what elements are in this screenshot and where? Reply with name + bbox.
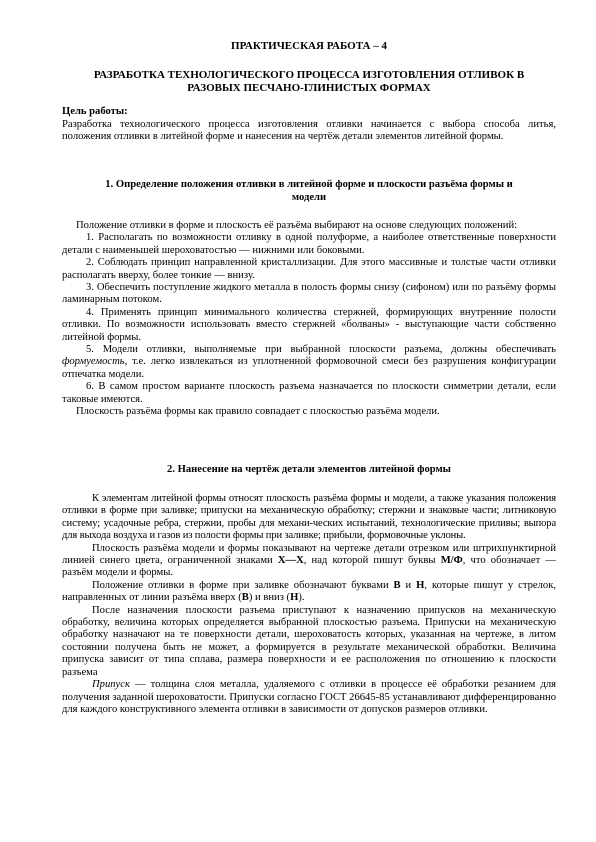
parting-letters: М/Ф xyxy=(440,555,463,567)
paragraph: Припуск — толщина слоя металла, удаляемого с отливки в процессе её обработки резанием для получения заданной шероховатости. Припуски согласно ГОСТ 26645-85 устанавливают дифференцированно для каждого конструктивного элемента отливки в зависимости от допусков размеров отливки. xyxy=(62,679,556,715)
section-1-body xyxy=(62,220,556,419)
item-5-term: формуемость xyxy=(62,356,125,368)
section-1-closing: Плоскость разъёма формы как правило совпадает с плоскостью разъёма модели. xyxy=(76,406,440,418)
list-item xyxy=(62,344,556,381)
section-2-title: 2. Нанесение на чертёж детали элементов литейной формы xyxy=(167,464,451,475)
list-item: 1. Располагать по возможности отливку в одной полуформе, а наиболее ответственные поверхности детали с наименьшей шероховатостью — нижними или боковыми. xyxy=(62,232,556,256)
list-item: 3. Обеспечить поступление жидкого металла в полость формы снизу (сифоном) или по разъёму формы ламинарным потоком. xyxy=(62,282,556,306)
list-item: 4. Применять принцип минимального количества стержней, формирующих внутренние полости отливки. По возможности использовать вместо стержней «болваны» - выступающие части собственно литейной формы. xyxy=(62,306,556,343)
allowance-term: Припуск xyxy=(92,679,130,691)
parting-mark: X—X xyxy=(277,555,304,567)
subtitle-line-1: РАЗРАБОТКА ТЕХНОЛОГИЧЕСКОГО ПРОЦЕССА ИЗГОТОВЛЕНИЯ ОТЛИВОК В xyxy=(93,69,525,81)
paragraph: Плоскость разъёма модели и формы показывают на чертеже детали отрезком или штрихпунктирной линией синего цвета, ограниченной знаками X—X, над которой пишут буквы М/Ф, что обозначает — разъём модели и формы. xyxy=(62,542,556,579)
section-2-body xyxy=(62,493,556,716)
item-5-text-start: 5. Модели отливки, выполняемые при выбранной плоскости разъема, должны обеспечивать xyxy=(86,344,556,356)
section-1-title: 1. Определение положения отливки в литейной форме и плоскости разъёма формы и модели xyxy=(105,179,513,203)
document-title: ПРАКТИЧЕСКАЯ РАБОТА – 4 xyxy=(231,40,387,52)
list-item: 2. Соблюдать принцип направленной кристаллизации. Для этого массивные и толстые части отливки располагать вверху, более тонкие — внизу. xyxy=(62,257,556,281)
document-subtitle xyxy=(62,69,556,95)
paragraph: Положение отливки в форме при заливке обозначают буквами В и Н, которые пишут у стрелок, направленных от линии разъёма вверх (В) и вниз (Н). xyxy=(62,579,556,604)
item-5-text-end: , т.е. легко извлекаться из уплотненной формовочной смеси без разрушения конфигурации отпечатка модели. xyxy=(62,356,556,380)
goal-label: Цель работы: xyxy=(62,106,128,117)
paragraph: К элементам литейной формы относят плоскость разъёма формы и модели, а также указания положения отливки в форме при заливке; припуски на механическую обработку; стержни и знаковые части; литниковую систему; усадочные ребра, стержни, пробы для механи-ческих испытаний, технологические приливы; выпора для выхода воздуха и газов из полости формы при заливке; прибыли, формовочные уклоны. xyxy=(62,493,556,542)
goal-text: Разработка технологического процесса изготовления отливки начинается с выбора способа литья, положения отливки в литейной форме и нанесения на чертёж детали элементов литейной формы. xyxy=(62,119,556,143)
list-item: 6. В самом простом варианте плоскость разъема назначается по плоскости симметрии детали, если таковые имеются. xyxy=(62,381,556,405)
paragraph: После назначения плоскости разъема приступают к назначению припусков на механическую обработку, величина которых определяется выбранной плоскостью разъема. Припуски на механическую обработку назначают на те поверхности детали, шероховатость которых, указанная на чертеже, в литом состоянии получена быть не может, а формируется в результате механической обработки. Величина припуска зависит от типа сплава, размера поверхности и ее расположения по отношению к плоскости разъема xyxy=(62,604,556,678)
subtitle-line-2: РАЗОВЫХ ПЕСЧАНО-ГЛИНИСТЫХ ФОРМАХ xyxy=(187,81,431,94)
section-1-intro: Положение отливки в форме и плоскость её разъёма выбирают на основе следующих положений: xyxy=(76,220,518,231)
